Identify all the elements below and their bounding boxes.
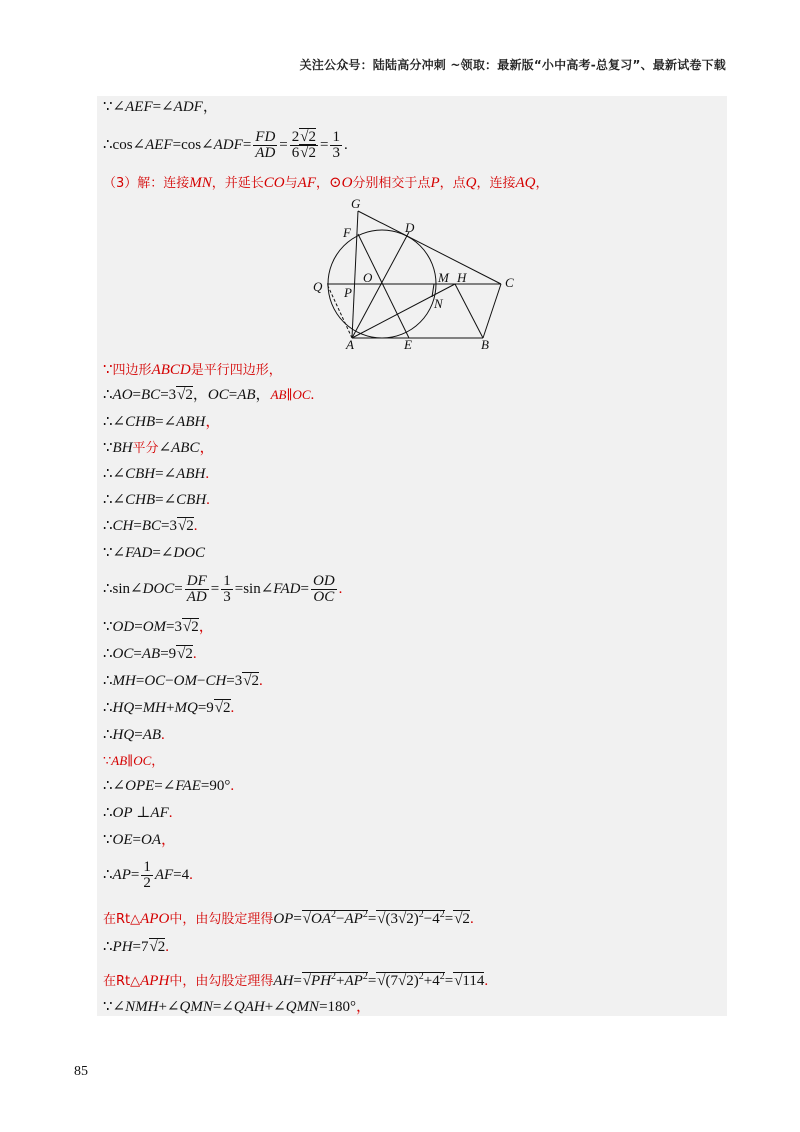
segment-fe — [358, 234, 409, 338]
solution-line-9: ∴∠CHB=∠CBH. — [103, 492, 210, 508]
segment-ah — [352, 284, 455, 338]
solution-line-1: ∵∠AEF=∠ADF， — [103, 99, 218, 115]
solution-line-2: ∴cos∠AEF=cos∠ADF= $\frac{FD}{AD}$ = $\frac{2√2}{6√2}$ = $\frac{1}{3}$ . — [103, 129, 348, 161]
solution-line-10: ∴CH=BC=3√2. — [103, 518, 198, 534]
label-h: H — [457, 270, 467, 285]
geometry-figure — [305, 195, 535, 350]
solution-line-19: ∴∠OPE=∠FAE=90°. — [103, 778, 235, 794]
solution-line-8: ∴∠CBH=∠ABH. — [103, 466, 210, 482]
solution-line-20: ∴OP ⊥AF. — [103, 805, 173, 821]
label-d: D — [405, 220, 415, 235]
solution-line-12: ∴sin∠DOC= $\frac{DF}{AD}$ = $\frac{1}{3}$ =sin∠FAD= $\frac{OD}{OC}$ . — [103, 573, 343, 605]
label-q: Q — [313, 279, 323, 294]
solution-line-11: ∵∠FAD=∠DOC — [103, 545, 206, 561]
solution-line-21: ∵OE=OA， — [103, 832, 177, 848]
solution-line-13: ∵OD=OM=3√2， — [103, 619, 214, 635]
segment-ga — [352, 211, 358, 338]
segment-bc — [483, 284, 501, 338]
solution-line-22: ∴AP= $\frac{1}{2}$ AF=4. — [103, 859, 193, 891]
segment-gc — [358, 211, 501, 284]
label-f: F — [343, 225, 351, 240]
solution-line-24: ∴PH=7√2. — [103, 939, 169, 955]
solution-line-18: ∵AB∥OC， — [103, 753, 165, 768]
solution-line-16: ∴HQ=MH+MQ=9√2. — [103, 700, 235, 716]
segment-ad — [352, 232, 409, 338]
solution-line-3: （3）解：连接MN，并延长CO与AF，⊙O分别相交于点P，点Q，连接AQ， — [103, 175, 549, 191]
page-header: 关注公众号：陆陆高分冲刺 ~领取：最新版“小中高考-总复习”、最新试卷下载 — [299, 58, 726, 72]
solution-line-6: ∴∠CHB=∠ABH， — [103, 414, 221, 430]
solution-line-26: ∵∠NMH+∠QMN=∠QAH+∠QMN=180°， — [103, 999, 372, 1015]
page-number: 85 — [74, 1064, 88, 1079]
segment-bh — [455, 284, 483, 338]
solution-line-7: ∵BH平分∠ABC， — [103, 440, 215, 456]
solution-line-4: ∵四边形ABCD是平行四边形， — [103, 362, 282, 378]
label-p: P — [344, 285, 352, 300]
label-e: E — [404, 337, 412, 350]
label-c: C — [505, 275, 514, 290]
label-b: B — [481, 337, 489, 350]
label-a: A — [346, 337, 354, 350]
label-g: G — [351, 196, 361, 211]
solution-line-17: ∴HQ=AB. — [103, 727, 165, 743]
label-n: N — [434, 296, 443, 311]
solution-line-5: ∴AO=BC=3√2，OC=AB，AB∥OC. — [103, 387, 315, 403]
label-m: M — [438, 270, 449, 285]
label-o: O — [363, 270, 373, 285]
solution-line-15: ∴MH=OC−OM−CH=3√2. — [103, 673, 263, 689]
solution-line-23: 在Rt△APO中，由勾股定理得$OP=√OA^2-AP^2=√(3√2)^2-4^2=√2$. — [103, 909, 474, 927]
solution-line-14: ∴OC=AB=9√2. — [103, 646, 197, 662]
solution-line-25: 在Rt△APH中，由勾股定理得$AH=√PH^2+AP^2=√(7√2)^2+4^2=√114$. — [103, 971, 489, 989]
